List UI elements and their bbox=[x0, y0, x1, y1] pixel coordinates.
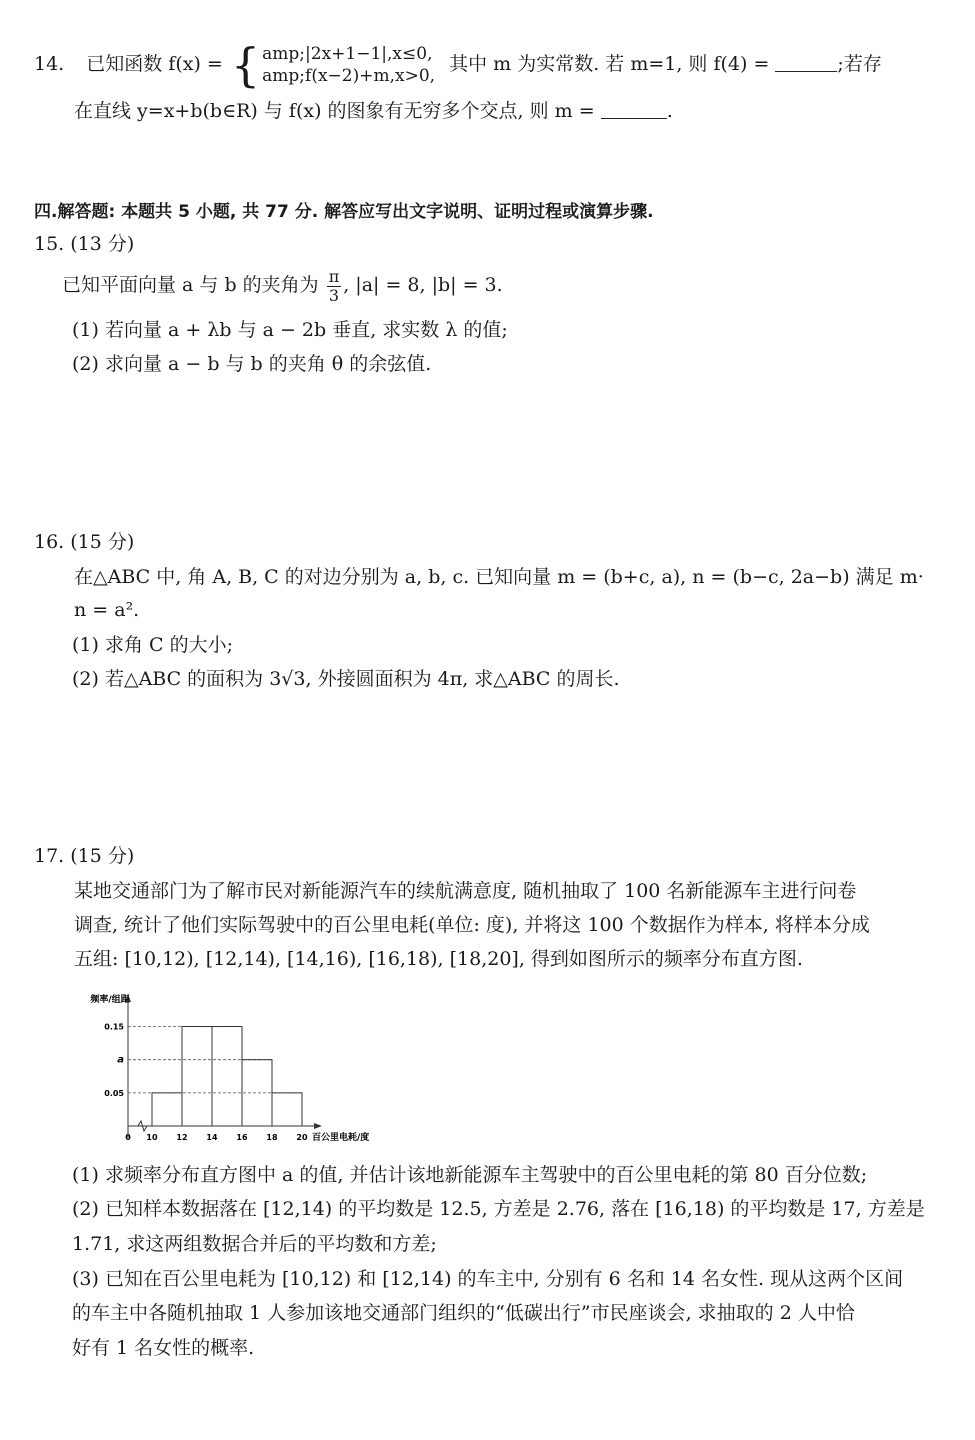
q14-line2 bbox=[74, 100, 673, 123]
q14-case2: amp;f(x−2)+m,x>0, bbox=[262, 66, 436, 86]
q15-frac-num: π bbox=[328, 267, 340, 286]
xtick-label-0: 0 bbox=[125, 1133, 131, 1142]
y-axis-label: 频率/组距 bbox=[90, 995, 130, 1005]
x-axis-label: 百公里电耗/度 bbox=[312, 1133, 370, 1143]
q17-part3a: (3) 已知在百公里电耗为 [10,12) 和 [12,14) 的车主中, 分别有 6 名和 14 名女性. 现从这两个区间 bbox=[72, 1268, 904, 1290]
q17-part3c: 好有 1 名女性的概率. bbox=[72, 1337, 255, 1359]
xtick-label-4: 16 bbox=[236, 1133, 248, 1142]
xtick-label-5: 18 bbox=[266, 1133, 278, 1142]
section-heading: 四.解答题: 本题共 5 小题, 共 77 分. 解答应写出文字说明、证明过程或演算步骤. bbox=[34, 202, 654, 222]
xtick-label-2: 12 bbox=[176, 1133, 188, 1142]
ytick-label-0: 0.15 bbox=[104, 1022, 124, 1032]
q14-piecewise bbox=[229, 38, 436, 92]
q14-intro: 已知函数 f(x) = bbox=[86, 53, 223, 75]
q17-header: 17. (15 分) bbox=[34, 845, 135, 867]
q15-part2: (2) 求向量 a − b 与 b 的夹角 θ 的余弦值. bbox=[72, 353, 432, 375]
q14-brace: { bbox=[230, 38, 261, 92]
q16-part2: (2) 若△ABC 的面积为 3√3, 外接圆面积为 4π, 求△ABC 的周长. bbox=[72, 668, 620, 690]
histogram-bar-0 bbox=[152, 1093, 182, 1126]
histogram-bar-3 bbox=[242, 1060, 272, 1126]
ytick-label-2: 0.05 bbox=[104, 1088, 124, 1098]
histogram-bar-1 bbox=[182, 1027, 212, 1126]
q15-header: 15. (13 分) bbox=[34, 233, 135, 255]
q17-stem2: 调查, 统计了他们实际驾驶中的百公里电耗(单位: 度), 并将这 100 个数据作为样本, 将样本分成 bbox=[74, 914, 870, 936]
q14-number: 14. bbox=[34, 53, 65, 75]
q14-case1: amp;|2x+1−1|,x≤0, bbox=[262, 43, 433, 64]
q14-after: 其中 m 为实常数. 若 m=1, 则 f(4) = bbox=[449, 53, 770, 75]
histogram-bar-2 bbox=[212, 1027, 242, 1126]
q15-stem bbox=[62, 268, 503, 304]
q17-part2a: (2) 已知样本数据落在 [12,14) 的平均数是 12.5, 方差是 2.76, 落在 [16,18) 的平均数是 17, 方差是 bbox=[72, 1198, 925, 1220]
q14-tail: ;若存 bbox=[837, 53, 882, 75]
q14-blank-1 bbox=[775, 53, 837, 72]
q17-stem1: 某地交通部门为了解市民对新能源汽车的续航满意度, 随机抽取了 100 名新能源车主进行问卷 bbox=[74, 880, 857, 902]
q15-fraction bbox=[327, 268, 342, 304]
x-axis-arrow bbox=[314, 1123, 322, 1129]
q14-line2-text: 在直线 y=x+b(b∈R) 与 f(x) 的图象有无穷多个交点, 则 m = bbox=[74, 100, 595, 122]
q17-part2b: 1.71, 求这两组数据合并后的平均数和方差; bbox=[72, 1233, 437, 1255]
q15-frac-den: 3 bbox=[328, 285, 340, 305]
q14-line1 bbox=[34, 38, 882, 92]
q15-stem-post: , |a| = 8, |b| = 3. bbox=[343, 274, 503, 297]
q17-stem3: 五组: [10,12), [12,14), [14,16), [16,18), [18,20], 得到如图所示的频率分布直方图. bbox=[74, 948, 803, 970]
q16-header: 16. (15 分) bbox=[34, 531, 135, 553]
q15-part1: (1) 若向量 a + λb 与 a − 2b 垂直, 求实数 λ 的值; bbox=[72, 319, 508, 341]
q16-part1: (1) 求角 C 的大小; bbox=[72, 634, 233, 656]
q16-stem1: 在△ABC 中, 角 A, B, C 的对边分别为 a, b, c. 已知向量 m = (b+c, a), n = (b−c, 2a−b) 满足 m· bbox=[74, 566, 924, 588]
frequency-histogram bbox=[70, 988, 410, 1148]
q16-stem2: n = a². bbox=[74, 599, 140, 621]
xtick-label-1: 10 bbox=[146, 1133, 158, 1142]
xtick-label-6: 20 bbox=[296, 1133, 308, 1142]
q14-blank-2 bbox=[601, 100, 667, 119]
q15-stem-pre: 已知平面向量 a 与 b 的夹角为 bbox=[62, 274, 319, 297]
q17-part1: (1) 求频率分布直方图中 a 的值, 并估计该地新能源车主驾驶中的百公里电耗的第 80 百分位数; bbox=[72, 1164, 868, 1186]
xtick-label-3: 14 bbox=[206, 1133, 218, 1142]
histogram-bar-4 bbox=[272, 1093, 302, 1126]
q14-line2-end: . bbox=[666, 100, 673, 122]
q17-part3b: 的车主中各随机抽取 1 人参加该地交通部门组织的“低碳出行”市民座谈会, 求抽取的 2 人中恰 bbox=[72, 1302, 855, 1324]
ytick-label-1: a bbox=[117, 1054, 124, 1066]
